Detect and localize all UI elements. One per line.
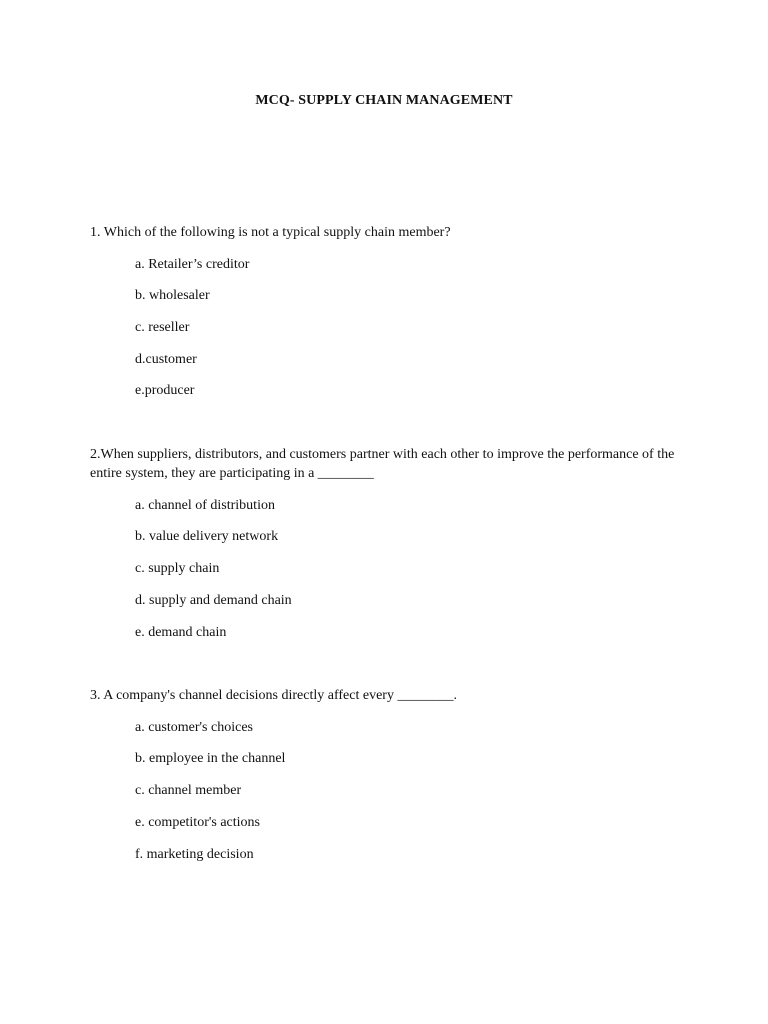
question-3-option-f: f. marketing decision	[135, 847, 254, 862]
question-3-text: 3. A company's channel decisions directly affect every ________.	[90, 688, 457, 703]
question-1-option-c: c. reseller	[135, 320, 190, 335]
question-2-option-c: c. supply chain	[135, 561, 220, 576]
question-2-option-a: a. channel of distribution	[135, 498, 275, 513]
question-3-option-c: c. channel member	[135, 783, 242, 798]
question-2-option-b: b. value delivery network	[135, 529, 279, 544]
question-2-option-d: d. supply and demand chain	[135, 593, 292, 608]
question-3-option-e: e. competitor's actions	[135, 815, 260, 830]
question-1-text: 1. Which of the following is not a typical supply chain member?	[90, 225, 451, 240]
question-2-text: 2.When suppliers, distributors, and customers partner with each other to improve the performance of the entire system, they are participating in a ________	[90, 447, 675, 481]
document-title: MCQ- SUPPLY CHAIN MANAGEMENT	[255, 93, 513, 108]
question-1-option-a: a. Retailer’s creditor	[135, 257, 250, 272]
question-1-option-e: e.producer	[135, 383, 195, 398]
question-3-option-a: a. customer's choices	[135, 720, 253, 735]
question-1-option-d: d.customer	[135, 352, 197, 367]
question-3-option-b: b. employee in the channel	[135, 751, 286, 766]
question-1-option-b: b. wholesaler	[135, 288, 210, 303]
question-2-option-e: e. demand chain	[135, 625, 227, 640]
